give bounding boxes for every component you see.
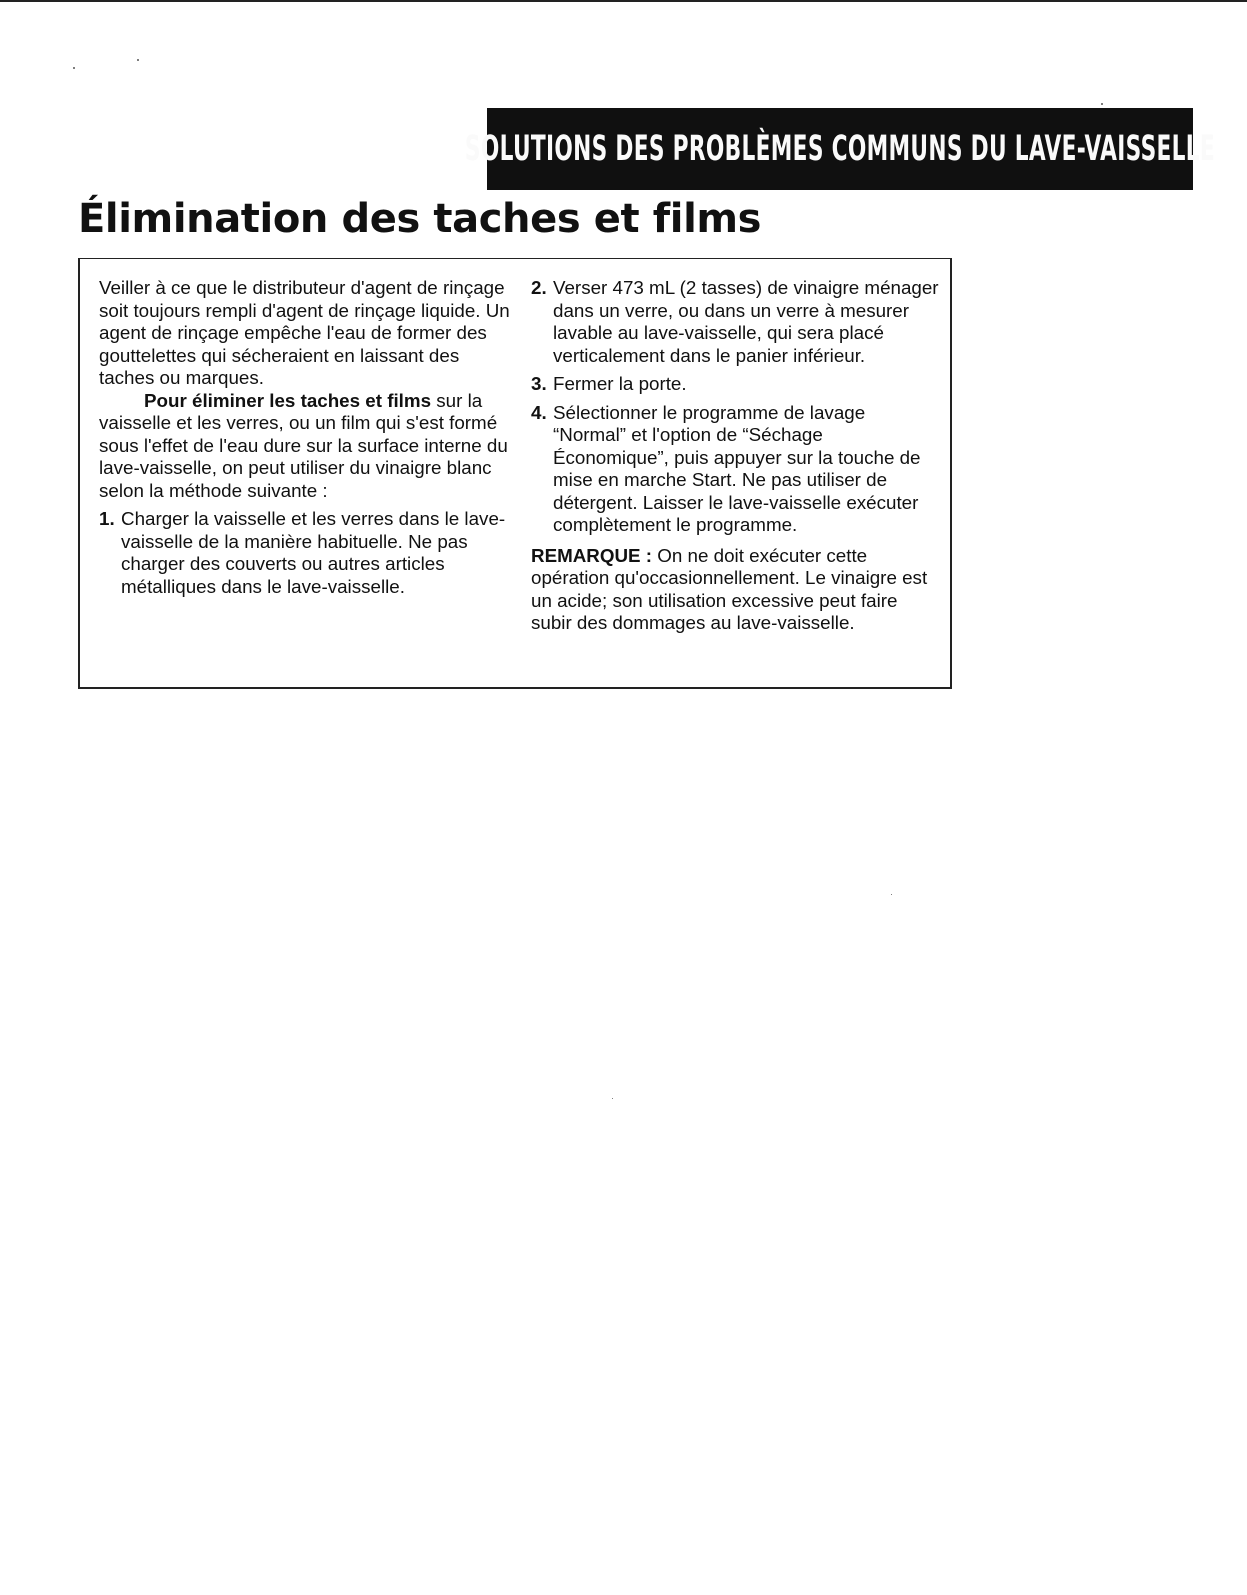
page-title: Élimination des taches et films — [78, 196, 762, 242]
note-text: On ne doit exécuter cette opération qu'occasionnellement. Le vinaigre est un acide; son utilisation excessive peut faire subir des dommages au lave-vaisselle. — [531, 544, 928, 633]
step-text: Verser 473 mL (2 tasses) de vinaigre ménager dans un verre, ou dans un verre à mesurer lavable au lave-vaisselle, qui sera placé verticalement dans le panier inférieur. — [553, 277, 939, 366]
step-item — [531, 373, 939, 396]
scan-speck — [73, 67, 75, 69]
method-lead: Pour éliminer les taches et films — [144, 389, 432, 411]
scan-speck — [891, 894, 892, 895]
step-text: Fermer la porte. — [553, 373, 687, 394]
top-rule — [0, 0, 1247, 2]
method-paragraph — [99, 390, 519, 503]
content-box — [78, 258, 952, 689]
note-label: REMARQUE : — [531, 544, 653, 566]
step-item — [531, 277, 939, 367]
step-item — [531, 402, 939, 537]
step-number: 1. — [99, 508, 115, 529]
step-text: Sélectionner le programme de lavage “Normal” et l'option de “Séchage Économique”, puis appuyer sur la touche de mise en marche Start. Ne pas utiliser de détergent. Laisser le lave-vaisselle exécuter complètement le programme. — [553, 401, 921, 535]
step-number: 3. — [531, 373, 547, 394]
steps-list-left — [99, 508, 519, 598]
left-column — [99, 277, 519, 598]
intro-paragraph: Veiller à ce que le distributeur d'agent de rinçage soit toujours rempli d'agent de rinçage liquide. Un agent de rinçage empêche l'eau de former des gouttelettes qui sécheraient en laissant des taches ou marques. — [99, 277, 510, 388]
scan-speck — [137, 59, 139, 61]
banner-title: SOLUTIONS DES PROBLÈMES COMMUNS DU LAVE-VAISSELLE — [464, 129, 1216, 169]
step-number: 2. — [531, 277, 547, 298]
right-column — [531, 277, 939, 635]
scan-speck — [1101, 103, 1103, 105]
step-number: 4. — [531, 401, 547, 423]
note-paragraph — [531, 545, 939, 635]
scan-speck — [612, 1098, 613, 1099]
steps-list-right — [531, 277, 939, 537]
step-text: Charger la vaisselle et les verres dans le lave-vaisselle de la manière habituelle. Ne pas charger des couverts ou autres articles métalliques dans le lave-vaisselle. — [121, 508, 506, 597]
step-item — [99, 508, 519, 598]
method-text: sur la vaisselle et les verres, ou un film qui s'est formé sous l'effet de l'eau dure sur la surface interne du lave-vaisselle, on peut utiliser du vinaigre blanc selon la méthode suivante : — [99, 389, 508, 501]
section-banner — [464, 108, 1216, 190]
